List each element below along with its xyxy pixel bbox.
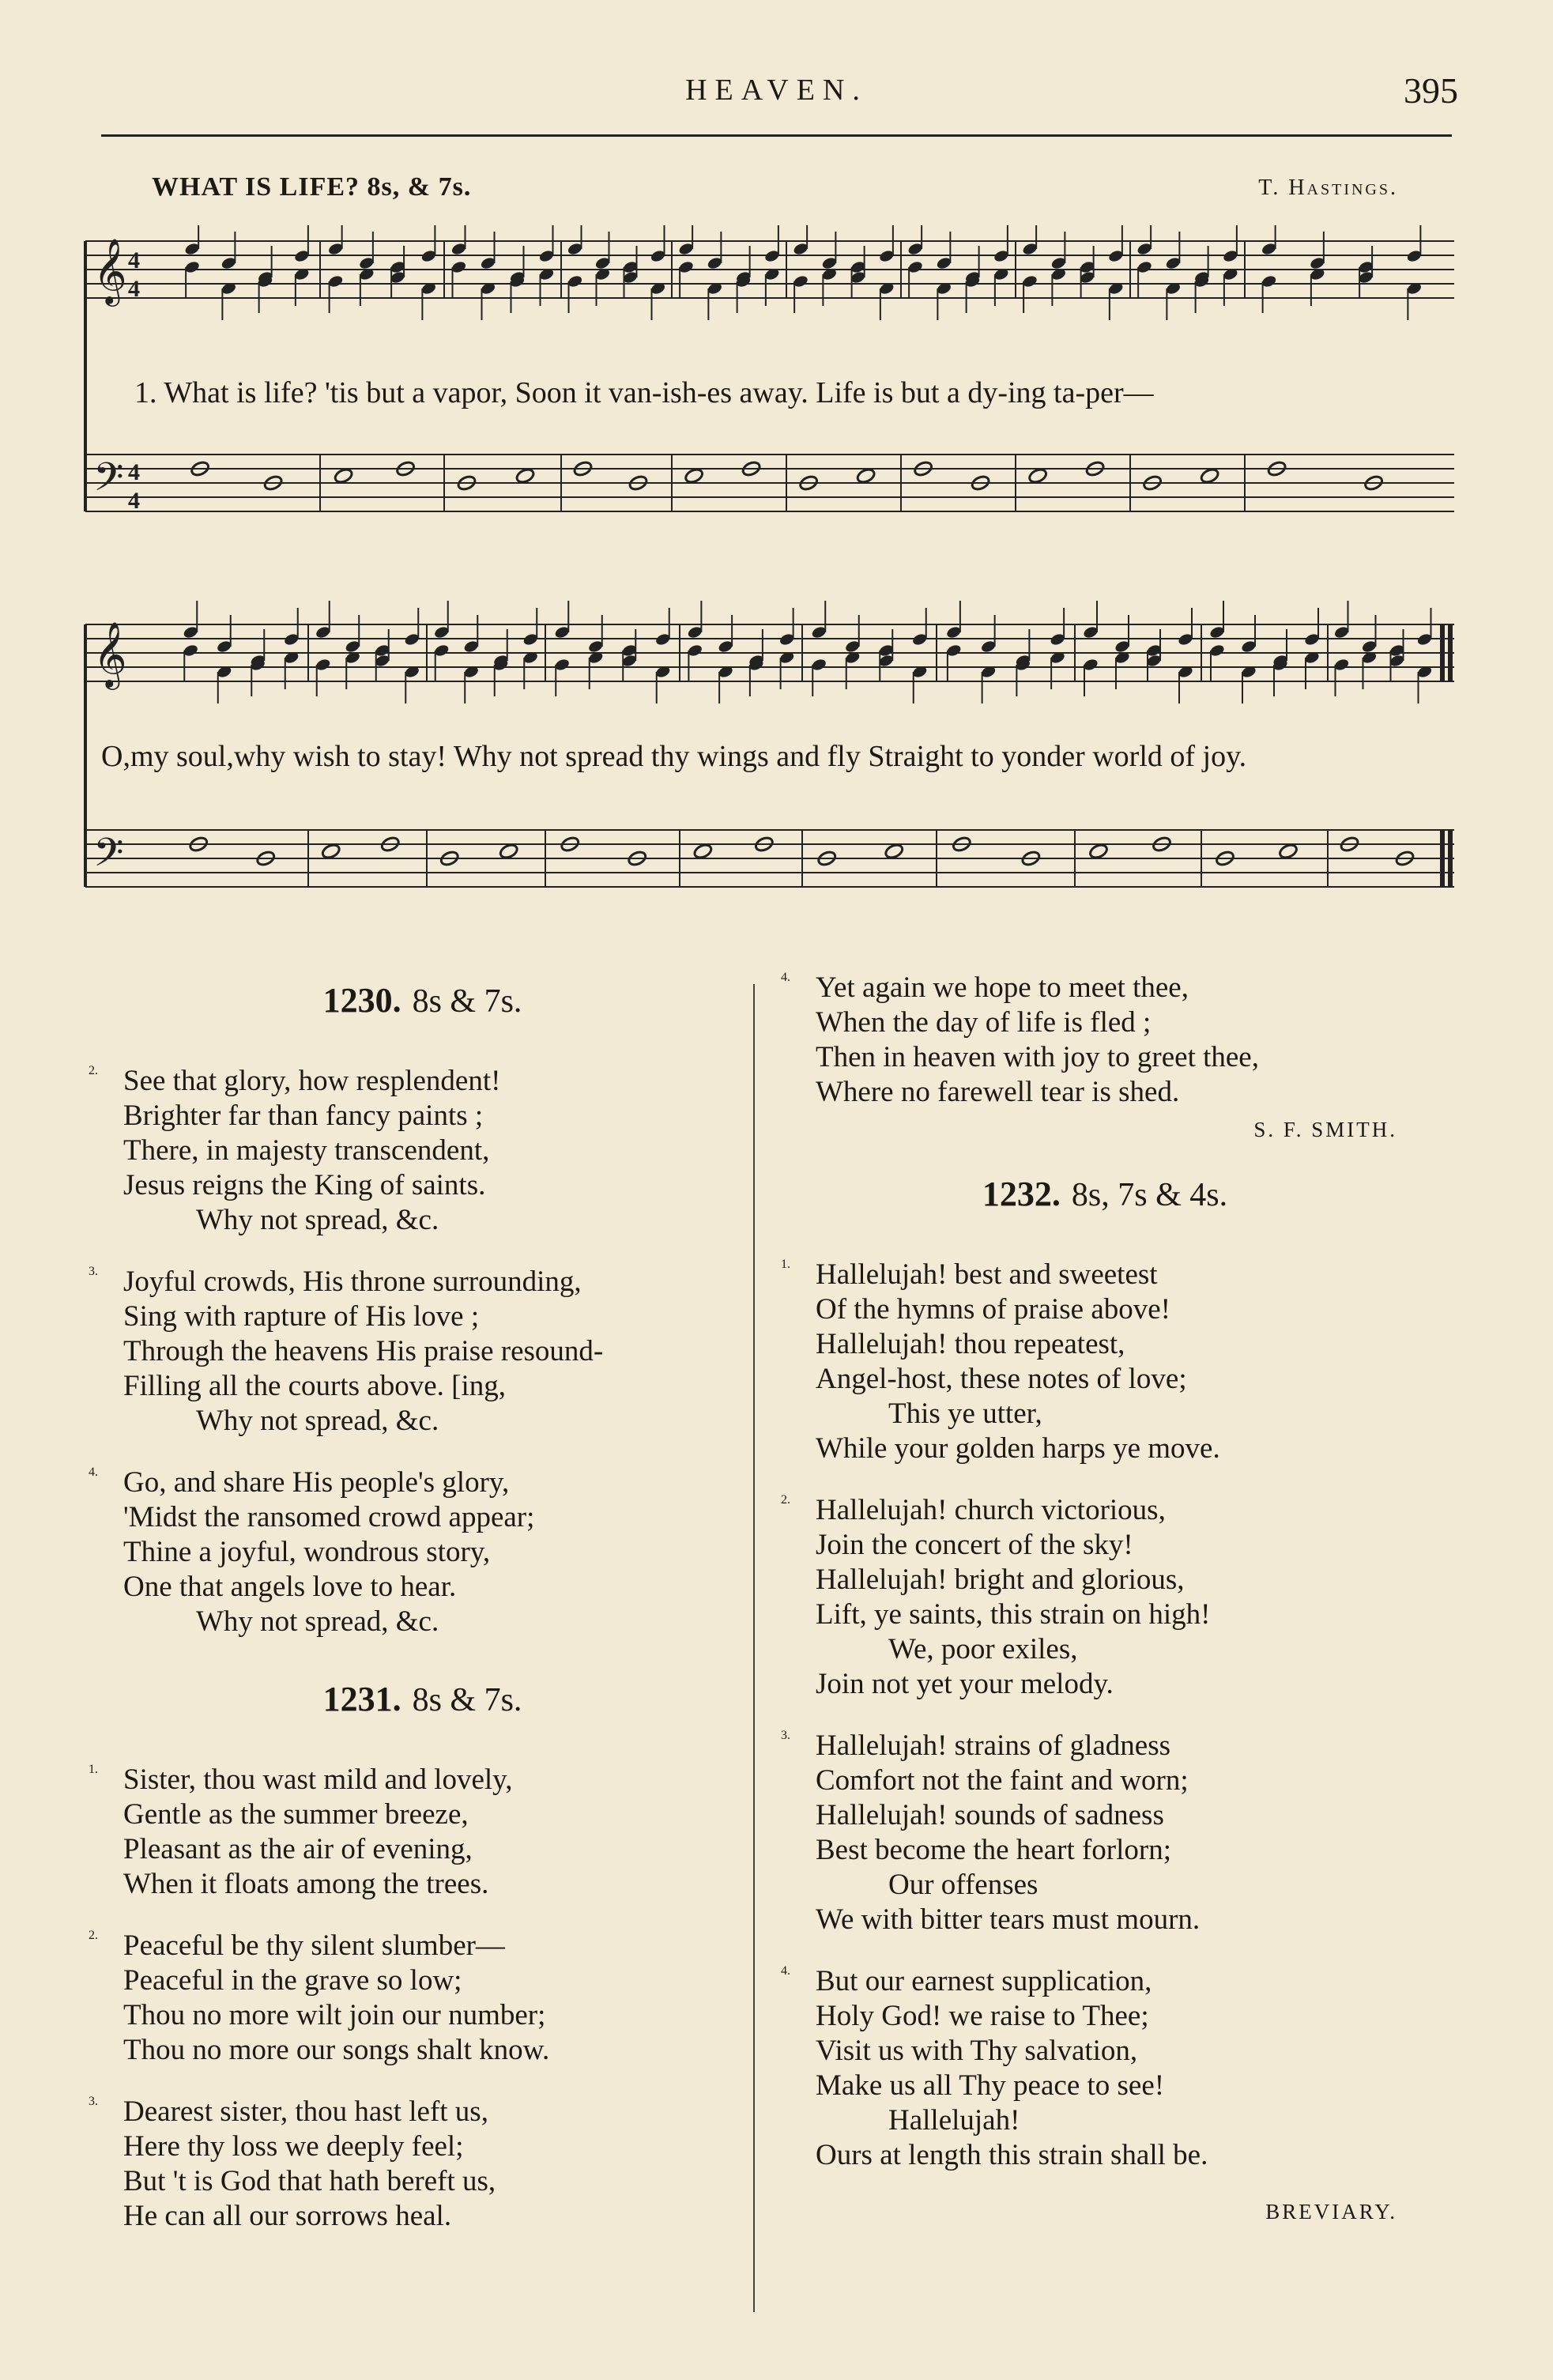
- stanza: [89, 1763, 756, 1902]
- bass-note-head: [1200, 467, 1220, 485]
- stanza: [781, 1493, 1429, 1702]
- verse-line: Why not spread, &c.: [196, 1405, 439, 1437]
- stanza-number: 2.: [89, 1929, 98, 1942]
- verse-line: Hallelujah! thou repeatest,: [816, 1328, 1125, 1360]
- running-title: HEAVEN.: [685, 74, 868, 107]
- bass-note-head: [334, 467, 354, 485]
- stanza: [781, 971, 1429, 1110]
- verse-line: Yet again we hope to meet thee,: [816, 971, 1189, 1004]
- stanza-number: 1.: [781, 1258, 790, 1271]
- verse-line: One that angels love to hear.: [123, 1571, 457, 1603]
- hymn-1231-continuation: [781, 971, 1429, 1110]
- verse-line: 'Midst the ransomed crowd appear;: [123, 1501, 535, 1533]
- verse-line: We, poor exiles,: [888, 1633, 1078, 1665]
- hymn-heading-1230: [89, 980, 756, 1020]
- verse-line: Pleasant as the air of evening,: [123, 1833, 473, 1865]
- verse-line: While your golden harps ye move.: [816, 1432, 1220, 1465]
- bass-time-signature-bottom: 4: [128, 488, 140, 514]
- verse-line: Peaceful in the grave so low;: [123, 1964, 462, 1997]
- page-header: [95, 70, 1458, 117]
- hymn-meter: 8s & 7s.: [412, 1682, 522, 1718]
- verse-line: Hallelujah! strains of gladness: [816, 1729, 1171, 1762]
- bass-note-head: [1278, 843, 1299, 860]
- stanza-number: 4.: [89, 1465, 98, 1479]
- hymn-number: 1232.: [982, 1175, 1061, 1213]
- verse-line: Join not yet your melody.: [816, 1668, 1114, 1700]
- verse-line: But our earnest supplication,: [816, 1965, 1152, 1997]
- stanza-number: 4.: [781, 971, 790, 984]
- hymn-meter: 8s, 7s & 4s.: [1071, 1177, 1228, 1213]
- author-credit: BREVIARY.: [1265, 2200, 1397, 2223]
- hymn-1230: [89, 1064, 756, 1639]
- stanza: [781, 1258, 1429, 1466]
- verse-line: Of the hymns of praise above!: [816, 1293, 1171, 1326]
- time-signature-top: 4: [128, 247, 140, 273]
- verse-line: Hallelujah!: [888, 2104, 1020, 2137]
- stanza: [89, 1265, 756, 1439]
- verse-line: Make us all Thy peace to see!: [816, 2069, 1165, 2102]
- verse-line: Comfort not the faint and worn;: [816, 1764, 1189, 1797]
- verse-line: Ours at length this strain shall be.: [816, 2139, 1208, 2171]
- verse-line: Why not spread, &c.: [196, 1204, 439, 1236]
- hymn-1231: [89, 1763, 756, 2234]
- stanza-number: 4.: [781, 1964, 790, 1978]
- treble-clef-icon: 𝄞: [93, 237, 127, 304]
- verse-line: Thou no more our songs shalt know.: [123, 2034, 550, 2066]
- hymn-meter: 8s & 7s.: [412, 983, 522, 1020]
- verse-line: This ye utter,: [888, 1397, 1042, 1430]
- stanza: [781, 1964, 1429, 2173]
- page-number: 395: [1404, 70, 1458, 111]
- verse-line: Our offenses: [888, 1869, 1038, 1901]
- bass-note-head: [884, 843, 904, 860]
- bass-clef-icon: 𝄢: [93, 830, 124, 885]
- verse-line: When the day of life is fled ;: [816, 1006, 1152, 1039]
- hymn-number: 1231.: [322, 1680, 401, 1718]
- verse-line: Go, and share His people's glory,: [123, 1466, 510, 1499]
- verse-line: We with bitter tears must mourn.: [816, 1903, 1201, 1936]
- verse-line: Thine a joyful, wondrous story,: [123, 1536, 491, 1568]
- verse-line: Hallelujah! sounds of sadness: [816, 1799, 1164, 1831]
- verse-line: Here thy loss we deeply feel;: [123, 2130, 464, 2163]
- verse-line: Dearest sister, thou hast left us,: [123, 2095, 488, 2128]
- treble-clef-icon: 𝄞: [93, 620, 127, 687]
- bass-note-head: [515, 467, 536, 485]
- verse-line: Hallelujah! church victorious,: [816, 1494, 1166, 1526]
- verse-line: Gentle as the summer breeze,: [123, 1798, 469, 1831]
- author-credit: S. F. SMITH.: [1253, 1118, 1397, 1141]
- verse-line: Join the concert of the sky!: [816, 1529, 1133, 1561]
- verse-line: Jesus reigns the King of saints.: [123, 1169, 486, 1201]
- stanza-number: 3.: [89, 2095, 98, 2108]
- tune-composer: T. Hastings.: [1258, 175, 1398, 200]
- bass-note-head: [856, 467, 876, 485]
- hymn-heading-1232: [781, 1174, 1429, 1214]
- stanza: [89, 1929, 756, 2068]
- verse-line: See that glory, how resplendent!: [123, 1065, 501, 1097]
- bass-note-head: [1088, 843, 1109, 860]
- verse-line: There, in majesty transcendent,: [123, 1134, 490, 1167]
- tune-title: WHAT IS LIFE? 8s, & 7s.: [152, 172, 472, 202]
- verse-line: Sister, thou wast mild and lovely,: [123, 1763, 513, 1796]
- verse-line: Peaceful be thy silent slumber—: [123, 1929, 505, 1962]
- hymn-1232: [781, 1258, 1429, 2173]
- verse-line: Best become the heart forlorn;: [816, 1834, 1171, 1866]
- time-signature-bottom: 4: [128, 276, 140, 302]
- bass-note-head: [321, 843, 341, 860]
- bass-note-head: [684, 467, 704, 485]
- stanza: [781, 1729, 1429, 1937]
- header-rule: [101, 134, 1452, 137]
- hymn-number: 1230.: [322, 981, 401, 1020]
- stanza: [89, 2095, 756, 2234]
- stanza-number: 1.: [89, 1763, 98, 1776]
- right-column: [781, 971, 1429, 2256]
- verse-line: Filling all the courts above. [ing,: [123, 1370, 506, 1402]
- stanza-number: 3.: [89, 1265, 98, 1278]
- stanza: [89, 1465, 756, 1639]
- verse-line: But 't is God that hath bereft us,: [123, 2165, 496, 2197]
- verse-line: Visit us with Thy salvation,: [816, 2035, 1138, 2067]
- verse-line: Joyful crowds, His throne surrounding,: [123, 1265, 582, 1298]
- treble-staff: [85, 241, 1454, 298]
- bass-clef-icon: 𝄢: [93, 455, 124, 510]
- verse-line: Holy God! we raise to Thee;: [816, 2000, 1149, 2032]
- verse-line: Where no farewell tear is shed.: [816, 1076, 1180, 1108]
- verse-line: Angel-host, these notes of love;: [816, 1363, 1187, 1395]
- verse-line: Hallelujah! best and sweetest: [816, 1258, 1158, 1291]
- verse-line: Brighter far than fancy paints ;: [123, 1099, 484, 1132]
- verse-line: Why not spread, &c.: [196, 1605, 439, 1638]
- bass-note-head: [1027, 467, 1048, 485]
- verse-line: Through the heavens His praise resound-: [123, 1335, 604, 1367]
- verse-line: Sing with rapture of His love ;: [123, 1300, 480, 1333]
- bass-note-head: [692, 843, 713, 860]
- bass-time-signature-top: 4: [128, 459, 140, 485]
- verse-line: Lift, ye saints, this strain on high!: [816, 1598, 1211, 1631]
- verse-line: Thou no more wilt join our number;: [123, 1999, 546, 2031]
- left-column: [89, 968, 756, 2261]
- verse-line: Hallelujah! bright and glorious,: [816, 1563, 1185, 1596]
- verse-line: When it floats among the trees.: [123, 1868, 489, 1900]
- stanza-number: 3.: [781, 1729, 790, 1742]
- verse-line: He can all our sorrows heal.: [123, 2200, 452, 2232]
- stanza-number: 2.: [89, 1064, 98, 1077]
- lyric-line-1: 1. What is life? 'tis but a vapor, Soon it van-ish-es away. Life is but a dy-ing ta-per—: [134, 376, 1154, 409]
- hymn-heading-1231: [89, 1679, 756, 1719]
- verse-line: Then in heaven with joy to greet thee,: [816, 1041, 1259, 1073]
- bass-note-head: [499, 843, 519, 860]
- stanza: [89, 1064, 756, 1238]
- bass-staff: [85, 455, 1454, 511]
- lyric-line-2: O,my soul,why wish to stay! Why not spread thy wings and fly Straight to yonder world of joy.: [101, 740, 1247, 773]
- stanza-number: 2.: [781, 1493, 790, 1507]
